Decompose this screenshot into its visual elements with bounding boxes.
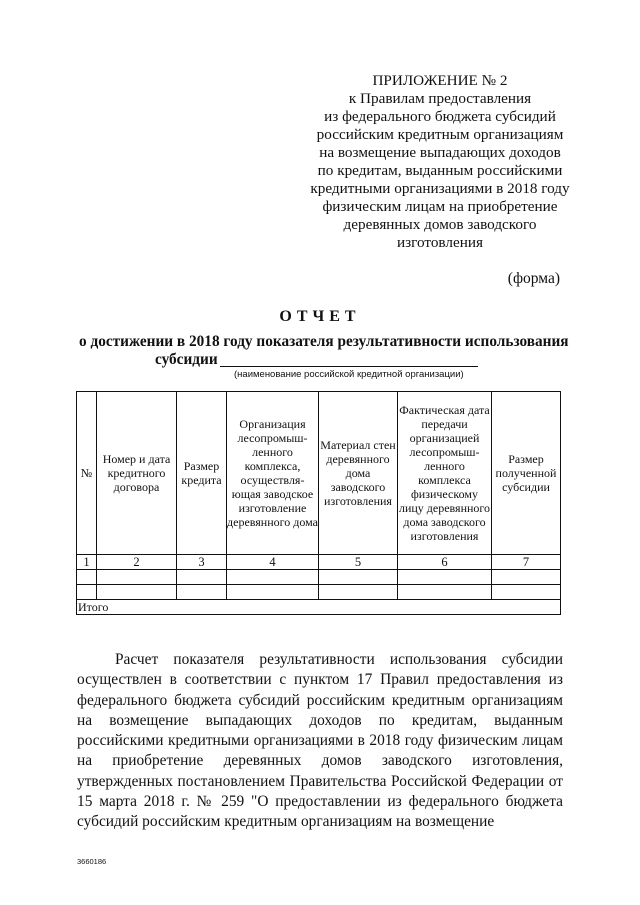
appendix-line: изготовления bbox=[397, 234, 483, 251]
table-row bbox=[77, 570, 561, 585]
table-cell bbox=[177, 585, 227, 600]
report-subtitle-subsidy: субсидии bbox=[155, 351, 218, 368]
appendix-title: ПРИЛОЖЕНИЕ № 2 bbox=[372, 72, 508, 89]
table-cell bbox=[319, 585, 398, 600]
table-total-row bbox=[77, 600, 561, 615]
report-subtitle: о достижении в 2018 году показателя результативности использования bbox=[79, 333, 569, 350]
total-label: Итого bbox=[77, 600, 561, 615]
table-row bbox=[77, 585, 561, 600]
header-transfer-date: Фактическая дата передачи организацией лесопромыш-ленного комплекса физическому лицу деревянного дома заводского изготовления bbox=[398, 392, 492, 555]
body-text bbox=[77, 650, 563, 833]
table-cell bbox=[77, 585, 97, 600]
column-number: 5 bbox=[319, 555, 398, 570]
table-cell bbox=[77, 570, 97, 585]
appendix-line: деревянных домов заводского bbox=[343, 216, 537, 233]
column-number: 1 bbox=[77, 555, 97, 570]
header-subsidy-size: Размер полученной субсидии bbox=[492, 392, 561, 555]
header-organization: Организация лесопромыш-ленного комплекса, осуществля-ющая заводское изготовление деревянного дома bbox=[227, 392, 319, 555]
body-paragraph: Расчет показателя результативности использования субсидии осуществлен в соответствии с пунктом 17 Правил предоставления из федерального бюджета субсидий российским кредитным организациям на возмещение выпадающих доходов по кредитам, выданным российскими кредитными организациями в 2018 году физическим лицам на приобретение деревянных домов заводского изготовления, утвержденных постановлением Правительства Российской Федерации от 15 марта 2018 г. № 259 "О предоставлении из федерального бюджета субсидий российским кредитным организациям на возмещение bbox=[77, 651, 563, 831]
organization-name-caption: (наименование российской кредитной организации) bbox=[234, 369, 464, 380]
appendix-line: физическим лицам на приобретение bbox=[322, 198, 558, 215]
report-title: ОТЧЕТ bbox=[279, 308, 361, 325]
report-table bbox=[76, 391, 561, 615]
table-cell bbox=[492, 585, 561, 600]
table-column-numbers-row bbox=[77, 555, 561, 570]
appendix-block bbox=[290, 72, 590, 252]
column-number: 2 bbox=[97, 555, 177, 570]
column-number: 7 bbox=[492, 555, 561, 570]
header-loan-size: Размер кредита bbox=[177, 392, 227, 555]
table-cell bbox=[227, 570, 319, 585]
document-number: 3660186 bbox=[77, 857, 107, 866]
appendix-line: на возмещение выпадающих доходов bbox=[319, 144, 561, 161]
form-label: (форма) bbox=[507, 270, 560, 287]
organization-name-blank bbox=[220, 366, 478, 367]
table-cell bbox=[97, 585, 177, 600]
table-cell bbox=[319, 570, 398, 585]
appendix-line: российским кредитным организациям bbox=[316, 126, 564, 143]
table-cell bbox=[177, 570, 227, 585]
header-wall-material: Материал стен деревянного дома заводского изготовления bbox=[319, 392, 398, 555]
appendix-line: по кредитам, выданным российскими bbox=[317, 162, 563, 179]
table-header-row bbox=[77, 392, 561, 555]
header-number: № bbox=[77, 392, 97, 555]
column-number: 3 bbox=[177, 555, 227, 570]
header-contract: Номер и дата кредитного договора bbox=[97, 392, 177, 555]
appendix-line: к Правилам предоставления bbox=[348, 90, 532, 107]
appendix-line: из федерального бюджета субсидий bbox=[324, 108, 556, 125]
table-cell bbox=[398, 585, 492, 600]
table-cell bbox=[227, 585, 319, 600]
table-cell bbox=[492, 570, 561, 585]
column-number: 4 bbox=[227, 555, 319, 570]
column-number: 6 bbox=[398, 555, 492, 570]
table-cell bbox=[398, 570, 492, 585]
table-cell bbox=[97, 570, 177, 585]
appendix-line: кредитными организациями в 2018 году bbox=[310, 180, 570, 197]
